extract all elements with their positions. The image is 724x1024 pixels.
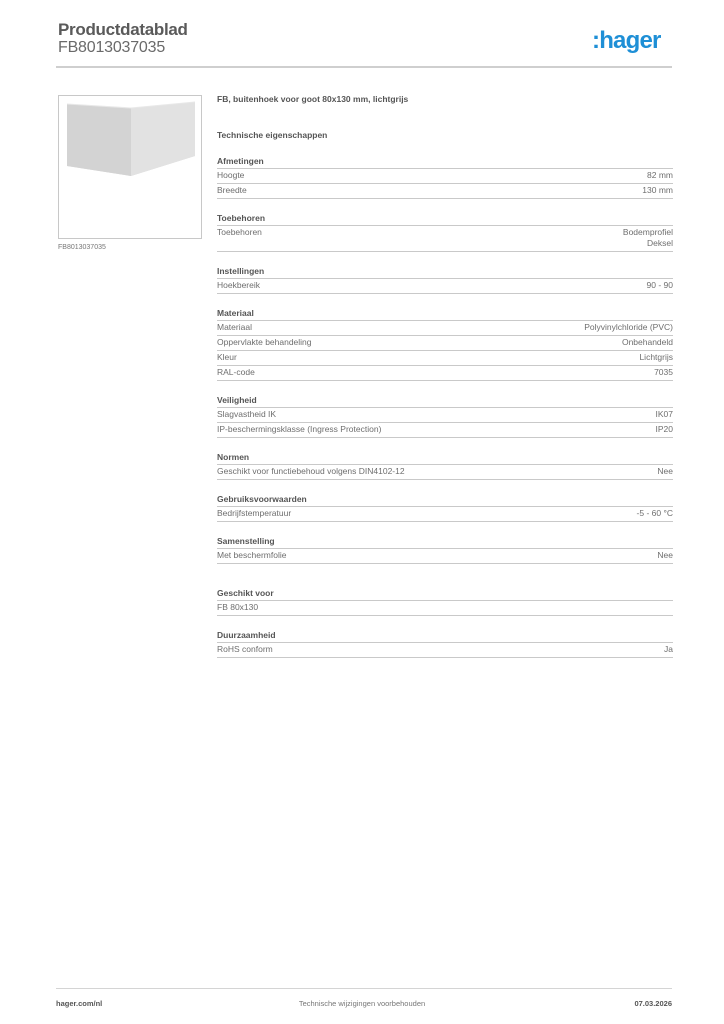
- spec-row: [217, 169, 673, 184]
- group-duurzaamheid: [217, 630, 673, 658]
- header-divider: [56, 66, 672, 68]
- spec-row: [217, 601, 673, 616]
- spec-value: 90 - 90: [646, 280, 673, 290]
- group-title: Toebehoren: [217, 213, 673, 226]
- spec-row: [217, 184, 673, 199]
- group-title: Gebruiksvoorwaarden: [217, 494, 673, 507]
- technical-properties-heading: Technische eigenschappen: [217, 130, 328, 140]
- spec-label: RoHS conform: [217, 644, 273, 654]
- spec-label: Hoekbereik: [217, 280, 260, 290]
- product-description: FB, buitenhoek voor goot 80x130 mm, lichtgrijs: [217, 94, 409, 104]
- product-image: [58, 95, 202, 239]
- spec-value: 82 mm: [647, 170, 673, 180]
- group-title: Geschikt voor: [217, 588, 673, 601]
- spec-value-list: [623, 227, 673, 249]
- spec-row: [217, 279, 673, 294]
- spec-value: Polyvinylchloride (PVC): [584, 322, 673, 332]
- group-normen: [217, 452, 673, 480]
- group-title: Materiaal: [217, 308, 673, 321]
- group-materiaal: [217, 308, 673, 381]
- spec-label: Hoogte: [217, 170, 245, 180]
- spec-row: [217, 408, 673, 423]
- group-toebehoren: [217, 213, 673, 252]
- group-title: Duurzaamheid: [217, 630, 673, 643]
- specifications: [217, 94, 673, 658]
- footer-website-link[interactable]: hager.com/nl: [56, 999, 103, 1008]
- group-title: Instellingen: [217, 266, 673, 279]
- page-title: Productdatablad: [58, 20, 188, 39]
- group-veiligheid: [217, 395, 673, 438]
- spec-label: Bedrijfstemperatuur: [217, 508, 292, 518]
- hager-logo: :hager: [592, 27, 661, 54]
- spec-row: [217, 549, 673, 564]
- spec-value: 130 mm: [642, 185, 673, 195]
- spec-label: Geschikt voor functiebehoud volgens DIN4102-12: [217, 466, 405, 476]
- spec-row: [217, 321, 673, 336]
- spec-label: Oppervlakte behandeling: [217, 337, 312, 347]
- group-title: Samenstelling: [217, 536, 673, 549]
- spec-row: [217, 643, 673, 658]
- product-code: FB8013037035: [58, 39, 166, 56]
- group-afmetingen: [217, 156, 673, 199]
- spec-value: Nee: [657, 550, 673, 560]
- spec-label: Materiaal: [217, 322, 252, 332]
- spec-value: Deksel: [647, 238, 673, 248]
- group-title: Afmetingen: [217, 156, 673, 169]
- spec-value: Bodemprofiel: [622, 227, 673, 237]
- spec-value: IP20: [655, 424, 673, 434]
- spec-label: Breedte: [217, 185, 247, 195]
- spec-label: Toebehoren: [217, 227, 262, 237]
- group-instellingen: [217, 266, 673, 294]
- spec-value: 7035: [654, 367, 673, 377]
- spec-row: [217, 423, 673, 438]
- spec-row: [217, 366, 673, 381]
- spec-label: FB 80x130: [217, 602, 259, 612]
- group-title: Normen: [217, 452, 673, 465]
- spec-value: Lichtgrijs: [639, 352, 673, 362]
- spec-row: [217, 336, 673, 351]
- spec-row: [217, 226, 673, 252]
- image-caption: FB8013037035: [58, 244, 106, 251]
- group-samenstelling: [217, 536, 673, 564]
- spec-row: [217, 507, 673, 522]
- group-title: Veiligheid: [217, 395, 673, 408]
- footer-date: 07.03.2026: [634, 999, 672, 1008]
- spec-label: Kleur: [217, 352, 237, 362]
- spec-label: RAL-code: [217, 367, 255, 377]
- spec-row: [217, 351, 673, 366]
- spec-label: IP-beschermingsklasse (Ingress Protection): [217, 424, 382, 434]
- spec-row: [217, 465, 673, 480]
- spec-value: -5 - 60 °C: [636, 508, 673, 518]
- group-gebruiksvoorwaarden: [217, 494, 673, 522]
- spec-label: Met beschermfolie: [217, 550, 287, 560]
- footer-disclaimer: Technische wijzigingen voorbehouden: [298, 999, 426, 1008]
- spec-label: Slagvastheid IK: [217, 409, 277, 419]
- spec-value: Onbehandeld: [621, 337, 673, 347]
- spec-value: Nee: [657, 466, 673, 476]
- group-geschikt-voor: [217, 588, 673, 616]
- product-photo-icon: [59, 96, 201, 238]
- spec-value: IK07: [655, 409, 673, 419]
- spec-value: Ja: [664, 644, 673, 654]
- footer-divider: [56, 988, 672, 989]
